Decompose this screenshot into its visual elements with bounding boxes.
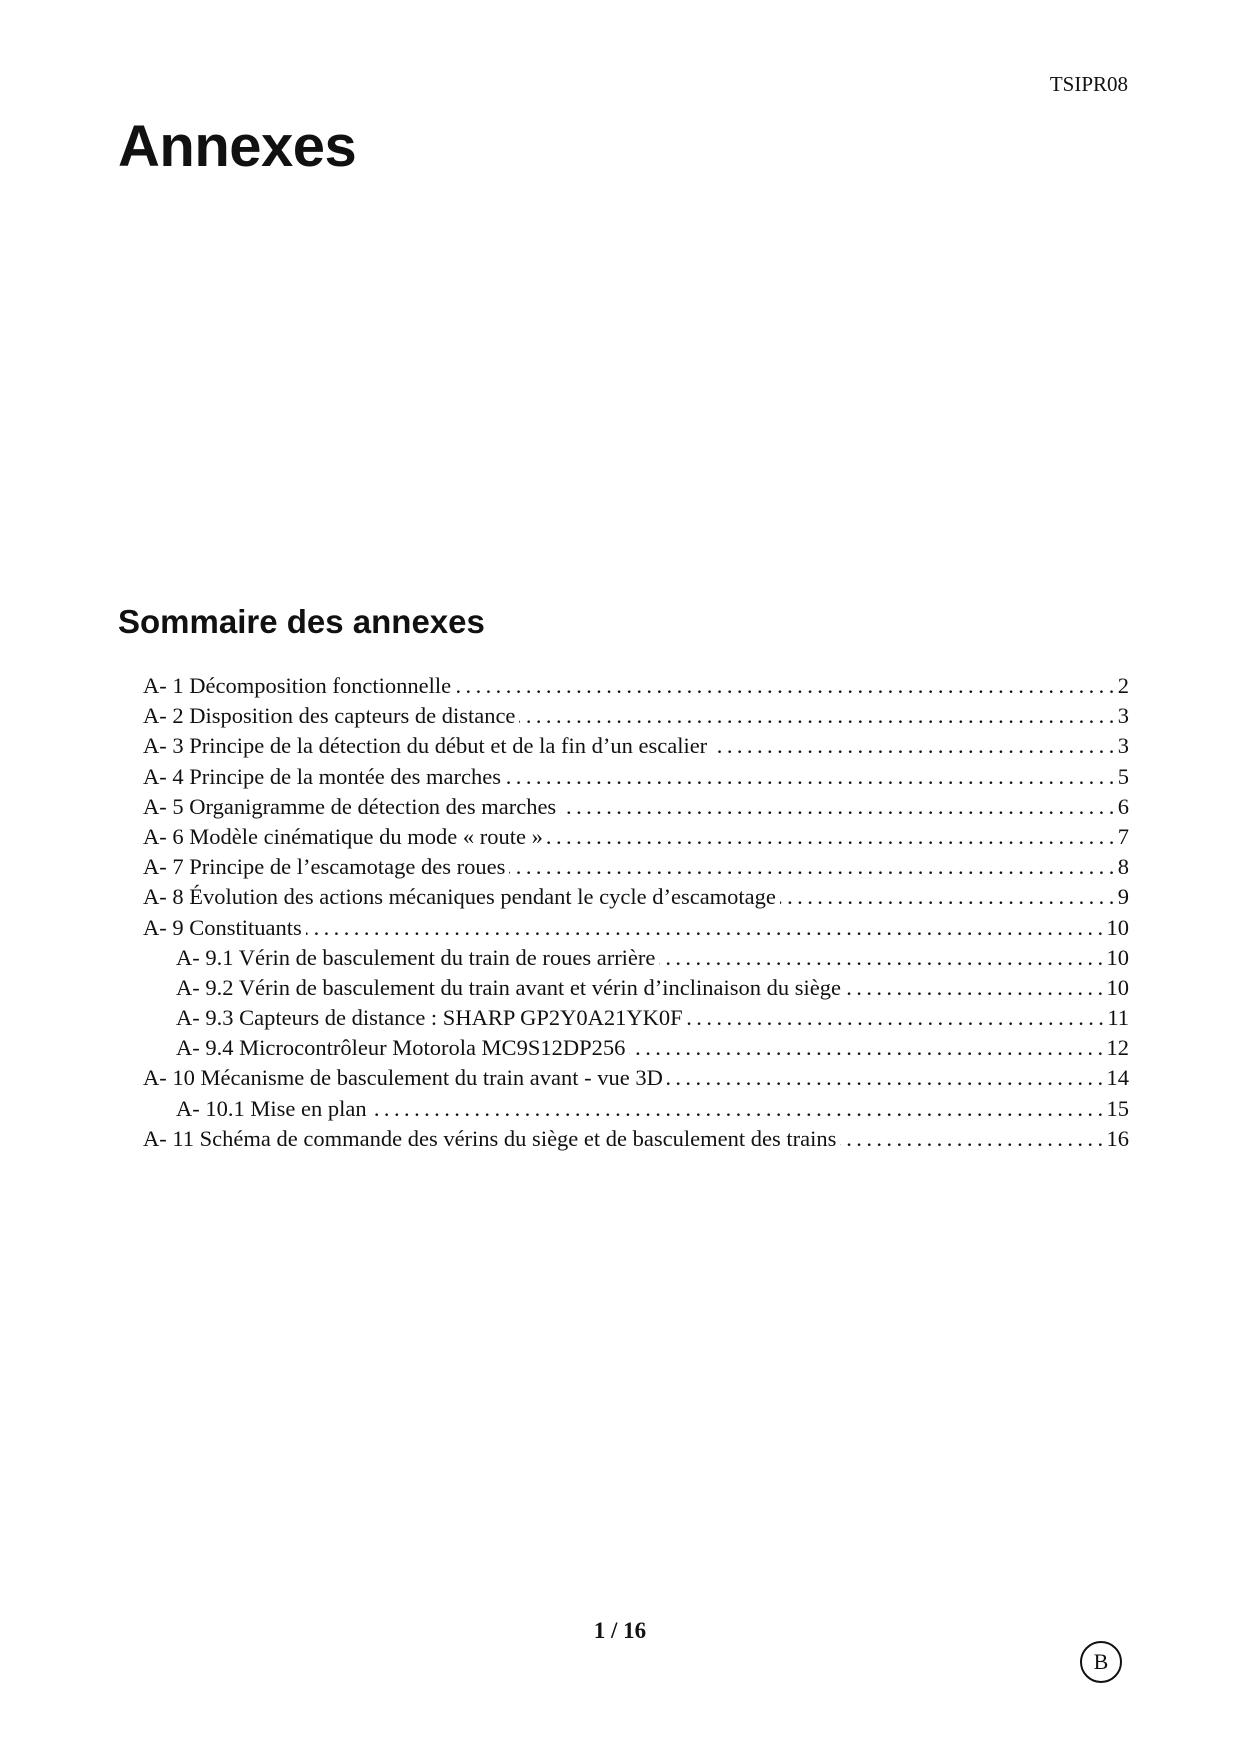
toc-entry-page: 16 <box>1106 1125 1129 1151</box>
toc-entry[interactable] <box>143 852 1129 882</box>
toc-entry-label: A- 5 Organigramme de détection des marches <box>143 793 557 819</box>
toc-entry-label: A- 10 Mécanisme de basculement du train avant - vue 3D <box>143 1065 663 1091</box>
toc-entry-label: A- 2 Disposition des capteurs de distance <box>143 703 516 729</box>
toc-entry[interactable] <box>143 792 1129 822</box>
toc-title: Sommaire des annexes <box>118 603 485 640</box>
version-badge: B <box>1080 1641 1122 1683</box>
page-title: Annexes <box>118 114 357 179</box>
document-code: TSIPR08 <box>1049 72 1128 96</box>
toc-leader-dots <box>711 731 1114 761</box>
toc-entry-label: A- 9 Constituants <box>143 914 302 940</box>
toc-entry-page: 14 <box>1106 1065 1129 1091</box>
toc-subentry[interactable] <box>143 1003 1129 1033</box>
toc-leader-dots <box>845 973 1102 1003</box>
toc-entry[interactable] <box>143 822 1129 852</box>
toc-entry-label: A- 9.1 Vérin de basculement du train de roues arrière <box>176 944 656 970</box>
toc-entry-page: 9 <box>1117 884 1129 910</box>
toc-entry-page: 10 <box>1106 914 1129 940</box>
toc-entry-label: A- 6 Modèle cinématique du mode « route » <box>143 823 543 849</box>
toc-leader-dots <box>629 1033 1102 1063</box>
toc-entry-label: A- 9.2 Vérin de basculement du train avant et vérin d’inclinaison du siège <box>176 974 842 1000</box>
toc-entry-label: A- 9.3 Capteurs de distance : SHARP GP2Y0A21YK0F <box>176 1005 683 1031</box>
toc-entry-page: 3 <box>1117 733 1129 759</box>
toc-entry-page: 11 <box>1107 1005 1129 1031</box>
toc-entry-page: 7 <box>1117 823 1129 849</box>
toc-entry[interactable] <box>143 731 1129 761</box>
toc-entry-label: A- 7 Principe de l’escamotage des roues <box>143 854 506 880</box>
toc-subentry[interactable] <box>143 1094 1129 1124</box>
toc-entry-label: A- 11 Schéma de commande des vérins du siège et de basculement des trains <box>143 1125 837 1151</box>
toc-entry-page: 3 <box>1117 703 1129 729</box>
toc-entry[interactable] <box>143 1063 1129 1093</box>
toc-leader-dots <box>455 671 1114 701</box>
table-of-contents <box>143 671 1129 1154</box>
toc-leader-dots <box>505 762 1114 792</box>
toc-subentry[interactable] <box>143 1033 1129 1063</box>
toc-subentry[interactable] <box>143 943 1129 973</box>
toc-leader-dots <box>509 852 1113 882</box>
page-number: 1 / 16 <box>593 1618 647 1643</box>
toc-leader-dots <box>560 792 1114 822</box>
toc-entry-page: 5 <box>1117 763 1129 789</box>
toc-entry[interactable] <box>143 1124 1129 1154</box>
toc-leader-dots <box>780 882 1114 912</box>
toc-leader-dots <box>519 701 1113 731</box>
toc-leader-dots <box>306 913 1103 943</box>
toc-entry-label: A- 10.1 Mise en plan <box>176 1095 367 1121</box>
toc-entry[interactable] <box>143 913 1129 943</box>
toc-leader-dots <box>687 1003 1104 1033</box>
toc-entry-label: A- 9.4 Microcontrôleur Motorola MC9S12DP256 <box>176 1035 626 1061</box>
toc-entry-page: 2 <box>1117 673 1129 698</box>
toc-entry-label: A- 8 Évolution des actions mécaniques pendant le cycle d’escamotage <box>143 884 776 910</box>
toc-leader-dots <box>547 822 1114 852</box>
toc-subentry[interactable] <box>143 973 1129 1003</box>
toc-leader-dots <box>667 1063 1103 1093</box>
toc-entry[interactable] <box>143 701 1129 731</box>
toc-entry-page: 10 <box>1106 974 1129 1000</box>
toc-leader-dots <box>659 943 1102 973</box>
toc-entry-page: 10 <box>1106 944 1129 970</box>
toc-entry-label: A- 4 Principe de la montée des marches <box>143 763 502 789</box>
toc-entry[interactable] <box>143 762 1129 792</box>
toc-entry-page: 8 <box>1117 854 1129 880</box>
toc-entry[interactable] <box>143 882 1129 912</box>
toc-entry-page: 6 <box>1117 793 1129 819</box>
toc-leader-dots <box>840 1124 1102 1154</box>
toc-entry-page: 15 <box>1106 1095 1129 1121</box>
toc-entry[interactable] <box>143 671 1129 701</box>
toc-entry-label: A- 1 Décomposition fonctionnelle <box>143 673 452 698</box>
toc-entry-label: A- 3 Principe de la détection du début et de la fin d’un escalier <box>143 733 708 759</box>
toc-leader-dots <box>371 1094 1103 1124</box>
toc-entry-page: 12 <box>1106 1035 1129 1061</box>
